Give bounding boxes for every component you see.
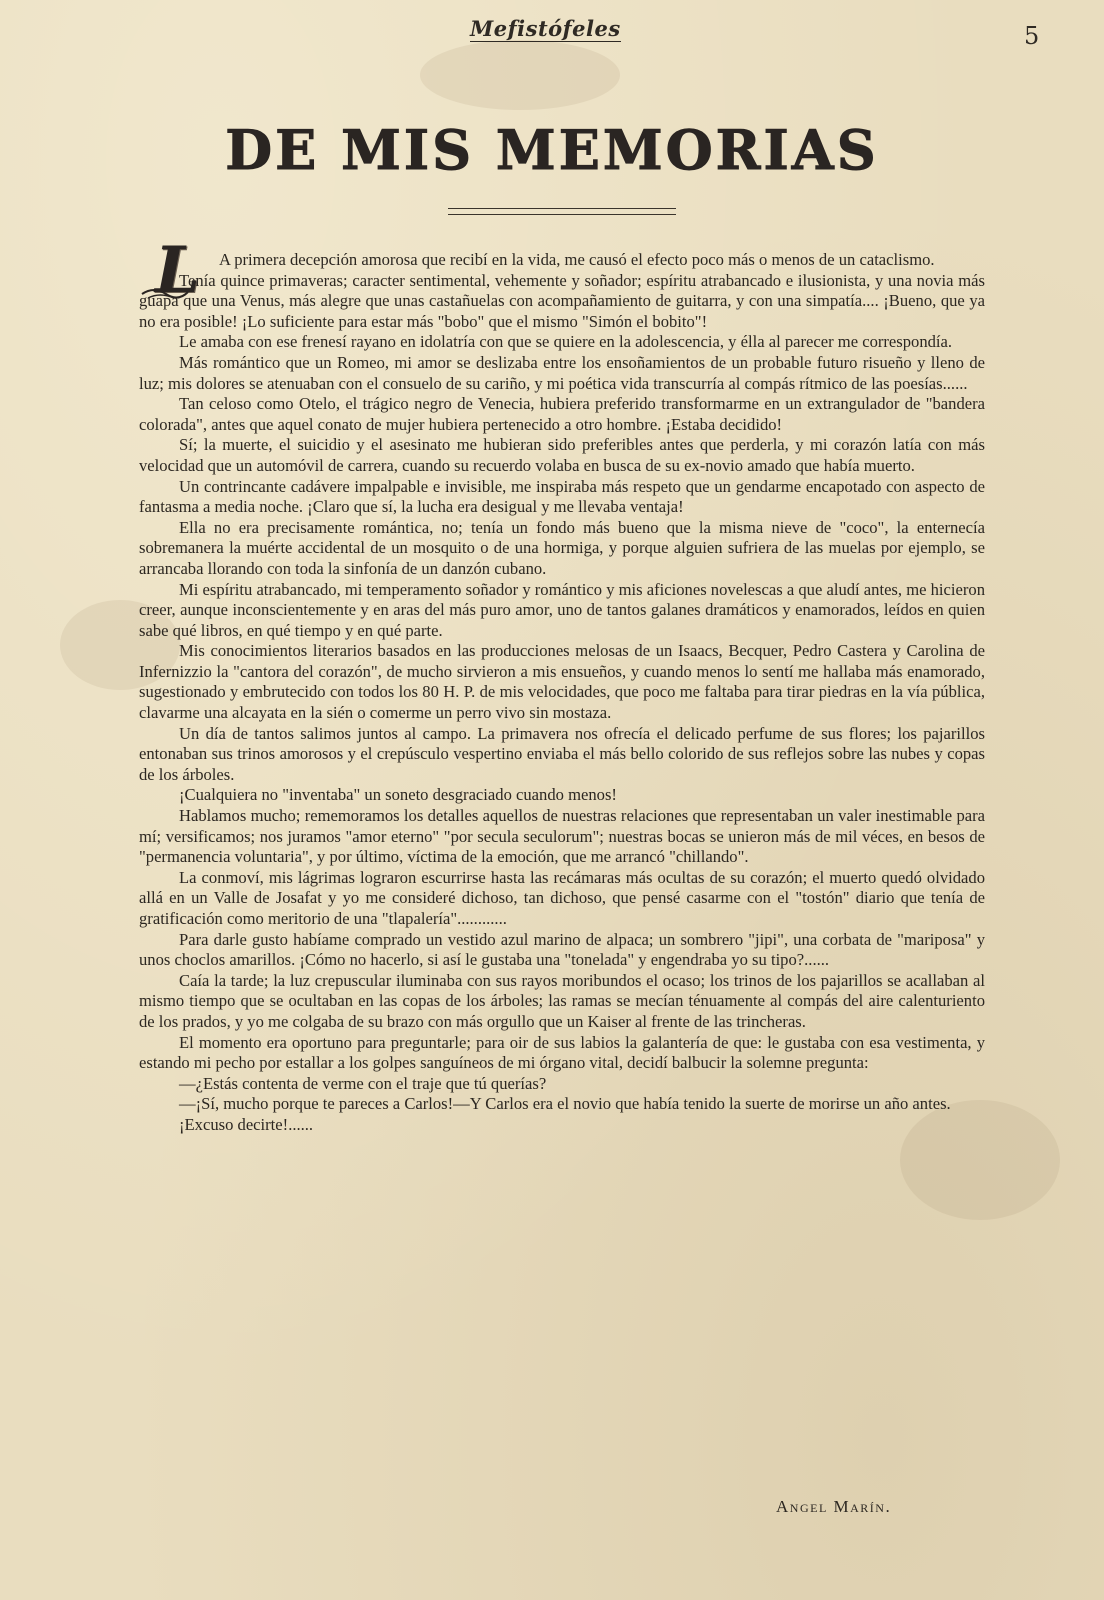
first-paragraph-text: A primera decepción amorosa que recibí en la vida, me causó el efecto poco más o menos de un cataclismo. xyxy=(219,250,935,269)
article-title: DE MIS MEMORIAS xyxy=(225,118,879,182)
article-paragraph: Le amaba con ese frenesí rayano en idolatría con que se quiere en la adolescencia, y élla al parecer me correspondía. xyxy=(179,332,953,352)
article-paragraph xyxy=(139,250,985,271)
article-paragraph: ¡Cualquiera no "inventaba" un soneto desgraciado cuando menos! xyxy=(179,785,617,805)
page-number: 5 xyxy=(1024,22,1040,50)
article-paragraph: Tan celoso como Otelo, el trágico negro de Venecia, hubiera preferido transformarme en un extrangulador de "bandera colorada", antes que aquel conato de mujer hubiera pertenecido a otro hombre. ¡Estaba decidido! xyxy=(139,394,985,434)
article-body xyxy=(139,250,985,1136)
article-paragraph: Caía la tarde; la luz crepuscular iluminaba con sus rayos moribundos el ocaso; los trinos de los pajarillos se acallaban al mismo tiempo que se ocultaban en las copas de los árboles; las ramas se mecían ténuamente al compás del aire calenturiento de los prados, y yo me colgaba de su brazo con más orgullo que un Kaiser al frente de las trincheras. xyxy=(139,970,985,1031)
title-divider xyxy=(448,208,676,215)
article-paragraph: Mi espíritu atrabancado, mi temperamento soñador y romántico y mis aficiones novelescas a que aludí antes, me hicieron creer, aunque inconscientemente y en aras del más puro amor, uno de tantos galanes dramáticos y enamorados, leídos en quien sabe qué libros, en qué tiempo y en qué parte. xyxy=(139,579,985,640)
running-head: Mefistófeles xyxy=(470,16,621,41)
article-paragraph: Sí; la muerte, el suicidio y el asesinato me hubieran sido preferibles antes que perderla, y mi corazón latía con más velocidad que un automóvil de carrera, cuando su recuerdo volaba en busca de su ex-novio amado que había muerto. xyxy=(139,435,985,475)
article-paragraph: Mis conocimientos literarios basados en las producciones melosas de un Isaacs, Becquer, Pedro Castera y Carolina de Infernizzio la "cantora del corazón", de mucho sirvieron a mis ensueños, y cuando menos lo sentí me hallaba más enamorado, sugestionado y embrutecido con todos los 80 H. P. de mis velocidades, que poco me faltaba para tirar piedras en la vía pública, clavarme una alcayata en la sién o comerme un perro vivo sin mostaza. xyxy=(139,641,985,723)
article-paragraph: Un día de tantos salimos juntos al campo. La primavera nos ofrecía el delicado perfume de sus flores; los pajarillos entonaban sus trinos amorosos y el crepúsculo vespertino enviaba el más bello colorido de sus reflejos sobre las nubes y copas de los árboles. xyxy=(139,723,985,784)
article-paragraph: Hablamos mucho; rememoramos los detalles aquellos de nuestras relaciones que representaban un valer inestimable para mí; versificamos; nos juramos "amor eterno" "por secula seculorum"; nuestras bocas se unieron más de mil véces, en besos de "permanencia voluntaria", y por último, víctima de la emoción, que me arrancó "chillando". xyxy=(139,806,985,867)
article-paragraph: Ella no era precisamente romántica, no; tenía un fondo más bueno que la misma nieve de "coco", la enternecía sobremanera la muérte accidental de un mosquito o de una hormiga, y porque alguien sufriera de las muelas por ejemplo, se arrancaba llorando con toda la sinfonía de un danzón cubano. xyxy=(139,517,985,578)
article-paragraph: Para darle gusto habíame comprado un vestido azul marino de alpaca; un sombrero "jipi", una corbata de "mariposa" y unos choclos amarillos. ¡Cómo no hacerlo, si así le gustaba una "tonelada" y engendraba yo su tipo?...... xyxy=(139,929,985,970)
article-paragraph: Tenía quince primaveras; caracter sentimental, vehemente y soñador; espíritu atrabancado e ilusionista, y una novia más guapa que una Venus, más alegre que unas castañuelas con acompañamiento de guitarra, y con una simpatía.... ¡Bueno, que ya no era posible! ¡Lo suficiente para estar más "bobo" que el mismo "Simón el bobito"! xyxy=(139,270,985,331)
author-signature: Angel Marín. xyxy=(776,1497,892,1516)
closing-line: ¡Excuso decirte!...... xyxy=(179,1114,314,1134)
paper-stain xyxy=(420,40,620,110)
dialogue-line: —¡Sí, mucho porque te pareces a Carlos!—Y Carlos era el novio que había tenido la suerte de morirse un año antes. xyxy=(179,1094,951,1114)
article-paragraph: Un contrincante cadávere impalpable e invisible, me inspiraba más respeto que un gendarme encapotado con aspecto de fantasma a media noche. ¡Claro que sí, la lucha era desigual y me llevaba ventaja! xyxy=(139,476,985,517)
drop-cap: L xyxy=(155,233,200,308)
dialogue-line: —¿Estás contenta de verme con el traje que tú querías? xyxy=(179,1073,547,1093)
article-paragraph: El momento era oportuno para preguntarle; para oir de sus labios la galantería de que: le gustaba con esa vestimenta, y estando mi pecho por estallar a los golpes sanguíneos de mi órgano vital, decidí balbucir la solemne pregunta: xyxy=(139,1032,985,1073)
article-paragraph: Más romántico que un Romeo, mi amor se deslizaba entre los ensoñamientos de un probable futuro risueño y lleno de luz; mis dolores se atenuaban con el consuelo de su cariño, y mi poética vida transcurría al compás rítmico de las poesías...... xyxy=(139,352,985,393)
article-paragraph: La conmoví, mis lágrimas lograron escurrirse hasta las recámaras más ocultas de su corazón; el muerto quedó olvidado allá en un Valle de Josafat y yo me consideré dichoso, tan dichoso, que pensé casarme con el "tostón" diario que tenía de gratificación como meritorio de una "tlapalería"............ xyxy=(139,867,985,928)
